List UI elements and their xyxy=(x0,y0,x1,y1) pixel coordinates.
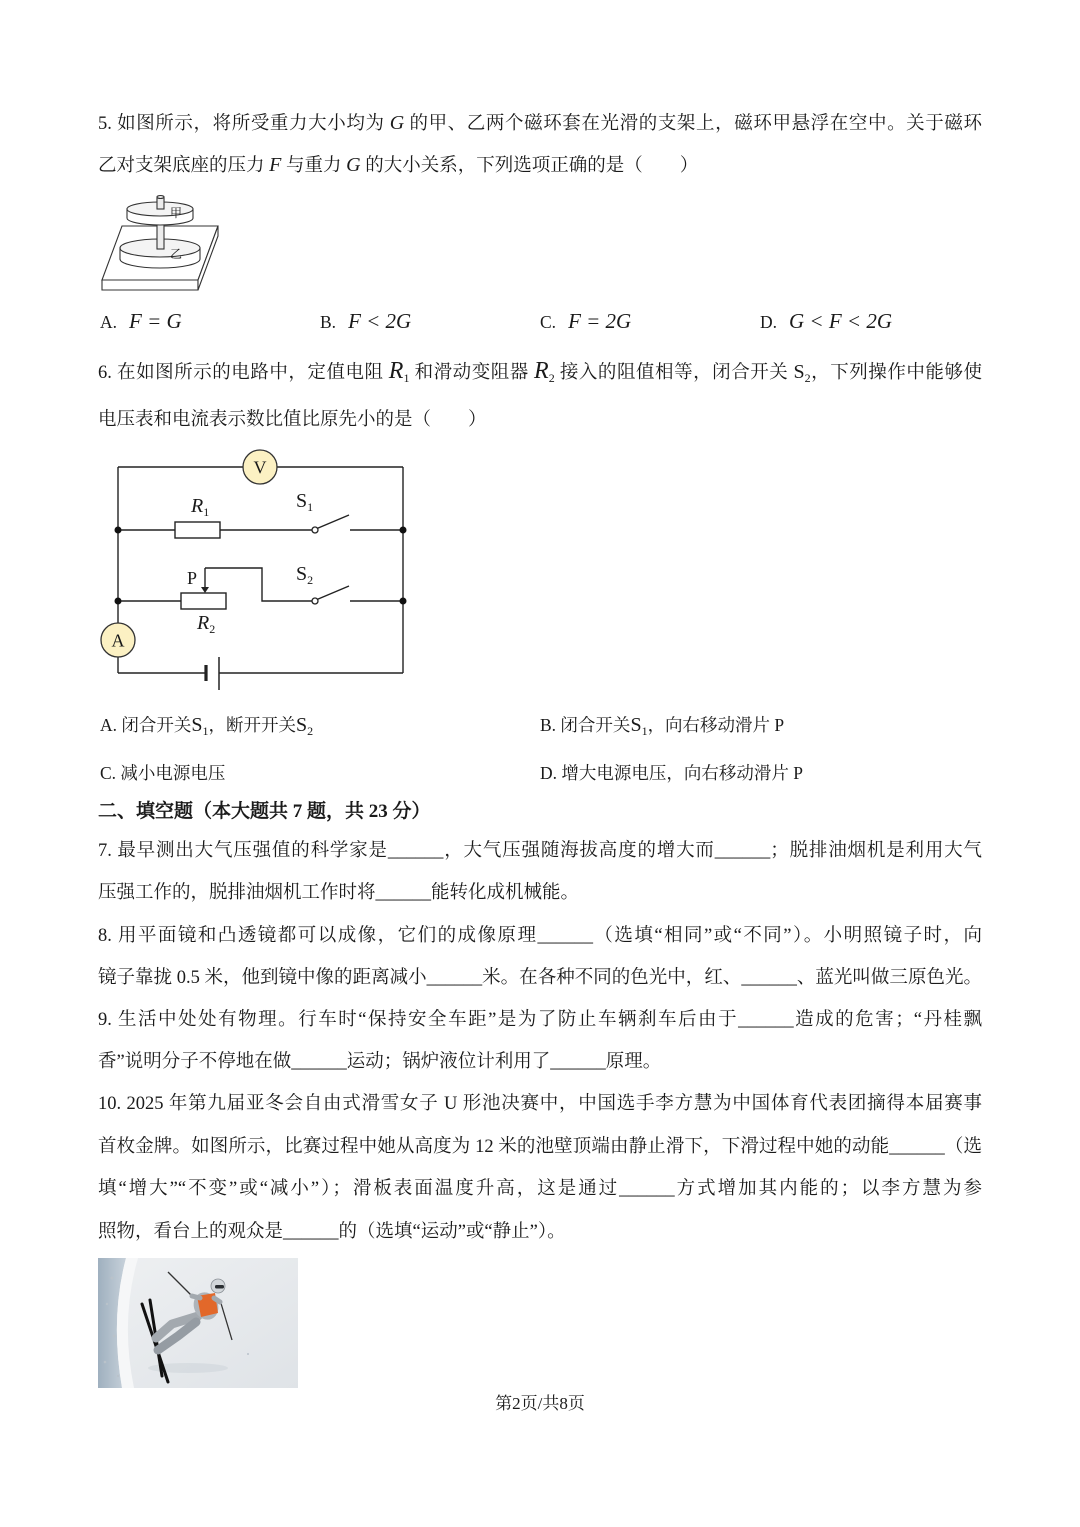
subscript: 1 xyxy=(403,371,410,385)
option-label: B. xyxy=(320,312,337,332)
q5-option-b xyxy=(320,307,411,335)
q6-text: 和滑动变阻器 xyxy=(409,363,535,383)
symbol-r: R xyxy=(534,358,549,384)
symbol-g: G xyxy=(389,112,405,134)
subscript: 1 xyxy=(641,724,648,738)
option-expression: F < 2G xyxy=(348,309,412,333)
junction-dot xyxy=(400,598,407,605)
symbol-r: R xyxy=(191,495,204,517)
q9-line-1: 9. 生活中处处有物理。行车时“保持安全车距”是为了防止车辆刹车后由于______造成的危害；“丹桂飘 xyxy=(98,1010,982,1030)
r1-label xyxy=(190,495,209,519)
subscript: 2 xyxy=(804,371,811,385)
resistor-r1 xyxy=(175,522,220,538)
q5-line-2 xyxy=(98,152,982,178)
option-label: A. xyxy=(100,312,118,332)
subscript: 1 xyxy=(202,724,209,738)
ammeter-label: A xyxy=(111,630,125,651)
skier-photo xyxy=(98,1258,298,1388)
junction-dot xyxy=(115,598,122,605)
junction-dot xyxy=(115,527,122,534)
q7-line-1: 7. 最早测出大气压强值的科学家是______，大气压强随海拔高度的增大而______；脱排油烟机是利用大气 xyxy=(98,841,982,861)
junction-dot xyxy=(400,527,407,534)
switch-s1-blade xyxy=(317,515,349,529)
q6-option-d xyxy=(540,759,803,787)
skier-goggles xyxy=(215,1285,224,1289)
skier-arm-left xyxy=(192,1296,200,1298)
q6-text: ，下列操作中能够使 xyxy=(810,363,982,383)
subscript: 2 xyxy=(307,573,314,587)
stand-base-front xyxy=(102,280,198,290)
q6-line-2 xyxy=(98,407,982,433)
q6-text: 电压表和电流表示数比值比原先小的是（ ） xyxy=(98,410,487,430)
q6-option-b xyxy=(540,711,784,739)
q6-text: 接入的阻值相等，闭合开关 xyxy=(554,363,794,383)
symbol-s: S xyxy=(296,563,308,585)
subscript: 1 xyxy=(307,500,314,514)
q6-option-a xyxy=(100,711,313,739)
q9-line-2: 香”说明分子不停地在做______运动；锅炉液位计利用了______原理。 xyxy=(98,1052,662,1072)
option-text: B. 闭合开关 xyxy=(540,715,631,735)
slider-p-arrow xyxy=(201,587,209,593)
symbol-s: S xyxy=(191,714,203,736)
q10-line-3: 填“增大”“不变”或“减小”）；滑板表面温度升高，这是通过______方式增加其内能的；以李方慧为参 xyxy=(98,1179,982,1199)
s2-label xyxy=(296,563,313,587)
q7-line-2: 压强工作的，脱排油烟机工作时将______能转化成机械能。 xyxy=(98,883,580,903)
magnet-rings-figure xyxy=(98,195,223,295)
option-expression: F = G xyxy=(129,309,182,333)
q5-option-a xyxy=(100,307,182,335)
q5-option-d xyxy=(760,307,892,335)
q5-text: 的甲、乙两个磁环套在光滑的支架上，磁环甲悬浮在空中。关于磁环 xyxy=(404,114,982,134)
s1-label xyxy=(296,490,313,514)
switch-s2-pivot xyxy=(312,598,318,604)
symbol-g: G xyxy=(346,154,361,176)
symbol-s: S xyxy=(296,490,308,512)
subscript: 2 xyxy=(209,622,216,636)
symbol-s: S xyxy=(793,361,805,383)
q5-line-1 xyxy=(98,110,982,136)
subscript: 2 xyxy=(548,371,555,385)
r2-label xyxy=(196,612,215,636)
q8-line-2: 镜子靠拢 0.5 米，他到镜中像的距离减小______米。在各种不同的色光中，红、______、蓝光叫做三原色光。 xyxy=(98,968,982,988)
option-text: ，向右移动滑片 P xyxy=(647,715,785,735)
support-pole-cap xyxy=(157,196,164,199)
lower-magnet-label: 乙 xyxy=(170,247,183,261)
section-2-title: 二、填空题（本大题共 7 题，共 23 分） xyxy=(98,801,431,822)
voltmeter-label: V xyxy=(253,457,267,478)
option-text: ，断开开关 xyxy=(208,715,297,735)
symbol-r: R xyxy=(197,612,210,634)
q5-option-c xyxy=(540,307,631,335)
q6-line-1 xyxy=(98,357,982,385)
option-expression: F = 2G xyxy=(568,309,632,333)
subscript: 2 xyxy=(307,724,314,738)
q10-line-4: 照物，看台上的观众是______的（选填“运动”或“静止”）。 xyxy=(98,1222,566,1242)
upper-magnet-label: 甲 xyxy=(170,206,183,220)
page-footer: 第2页/共8页 xyxy=(495,1394,585,1413)
symbol-r: R xyxy=(388,358,404,384)
q6-option-c xyxy=(100,759,225,787)
skier-arm-right xyxy=(214,1298,220,1302)
option-text: A. 闭合开关 xyxy=(100,715,192,735)
circuit-diagram xyxy=(95,440,415,700)
q10-line-1: 10. 2025 年第九届亚冬会自由式滑雪女子 U 形池决赛中，中国选手李方慧为中国体育代表团摘得本届赛事 xyxy=(98,1094,982,1114)
option-text: C. 减小电源电压 xyxy=(100,763,226,783)
slider-p-label: P xyxy=(187,568,198,588)
q6-text: 6. 在如图所示的电路中，定值电阻 xyxy=(98,363,389,383)
option-expression: G < F < 2G xyxy=(789,309,893,333)
switch-s1-pivot xyxy=(312,527,318,533)
q5-text: 的大小关系，下列选项正确的是（ ） xyxy=(360,156,699,176)
q10-line-2: 首枚金牌。如图所示，比赛过程中她从高度为 12 米的池壁顶端由静止滑下，下滑过程中她的动能______（选 xyxy=(98,1137,982,1157)
q5-text: 乙对支架底座的压力 xyxy=(98,156,270,176)
option-text: D. 增大电源电压，向右移动滑片 P xyxy=(540,763,803,783)
option-label: C. xyxy=(540,312,557,332)
rheostat-r2 xyxy=(181,593,226,609)
option-label: D. xyxy=(760,312,778,332)
q5-text: 5. 如图所示，将所受重力大小均为 xyxy=(98,114,390,134)
symbol-s: S xyxy=(296,714,308,736)
q5-text: 与重力 xyxy=(281,156,347,176)
subscript: 1 xyxy=(203,505,210,519)
symbol-s: S xyxy=(630,714,642,736)
switch-s2-blade xyxy=(317,586,349,600)
q8-line-1: 8. 用平面镜和凸透镜都可以成像，它们的成像原理______（选填“相同”或“不同”）。小明照镜子时，向 xyxy=(98,926,982,946)
symbol-f: F xyxy=(269,154,282,176)
